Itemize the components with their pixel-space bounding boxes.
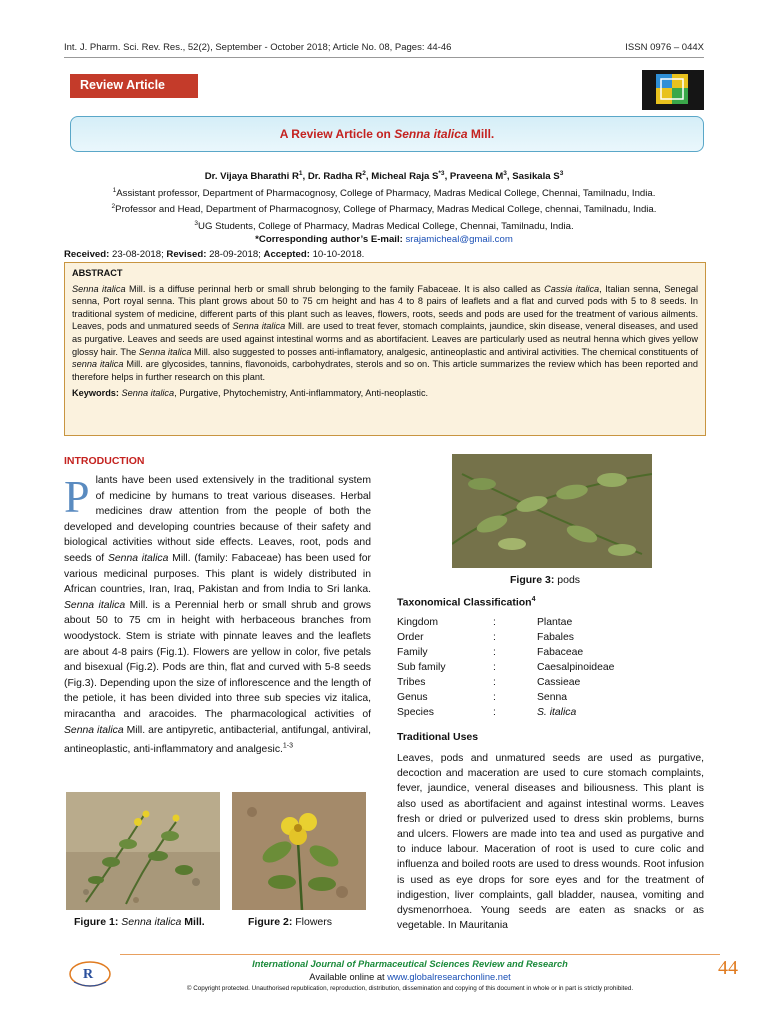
abstract-text bbox=[72, 283, 698, 384]
page-number: 44 bbox=[718, 957, 738, 979]
separator: : bbox=[493, 617, 496, 628]
keyword-segment: , Purgative, Phytochemistry, Anti-inflammatory, Anti-neoplastic. bbox=[174, 388, 429, 399]
abstract-segment: Mill. also suggested to posses anti-inflamatory, analgesic, antineoplastic and antiviral activities. The chemical constituents of bbox=[191, 346, 699, 357]
taxonomy-row bbox=[397, 677, 704, 692]
author-block bbox=[64, 167, 704, 247]
taxonomy-row bbox=[397, 662, 704, 677]
taxon-rank: Sub family bbox=[397, 662, 446, 673]
keywords: Keywords: Senna italica, Purgative, Phytochemistry, Anti-inflammatory, Anti-neoplastic. bbox=[72, 388, 429, 399]
intro-segment: Mill. (family: Fabaceae) has been used for various medicinal purposes. This plant is widely distributed in African countries, Iran, Iraq, Pakistan and from India to Sri lanka. bbox=[64, 552, 372, 596]
taxonomy-row bbox=[397, 692, 704, 707]
intro-segment: Mill. are antipyretic, antibacterial, antifungal, antiviral, antineoplastic, anti-inflammatory and analgesic. bbox=[64, 724, 371, 755]
corresponding-author: *Corresponding author’s E-mail: srajamicheal@gmail.com bbox=[255, 234, 513, 246]
journal-logo-icon bbox=[642, 70, 704, 110]
introduction-text bbox=[64, 473, 371, 757]
journal-name: International Journal of Pharmaceutical Sciences Review and Research bbox=[252, 959, 568, 969]
intro-segment: Senna italica bbox=[64, 599, 126, 611]
running-header bbox=[64, 42, 704, 53]
figure-2-caption: Figure 2: Flowers bbox=[248, 916, 333, 928]
affiliations bbox=[64, 184, 704, 234]
abstract-segment: senna italica bbox=[72, 359, 124, 370]
intro-segment: lants have been used extensively in the traditional system of medicine by humans to treat various diseases. Herbal medicines draw attention from the people of both the developed and developing countries because of their safety and biological activities without side effects. Leaves, root, pods and seeds of bbox=[64, 475, 371, 564]
intro-segment: Senna italica bbox=[64, 724, 124, 736]
separator: : bbox=[493, 677, 496, 688]
taxon-value: Cassieae bbox=[537, 677, 581, 688]
separator: : bbox=[493, 647, 496, 658]
affiliation: $^1$Assistant professor, Department of Pharmacognosy, College of Pharmacy, Madras Medical College, Chennai, Tamilnadu, India. bbox=[112, 186, 656, 199]
taxonomy-heading: Taxonomical Classification$^4$ bbox=[397, 596, 536, 609]
taxon-rank: Kingdom bbox=[397, 617, 439, 628]
taxon-rank: Genus bbox=[397, 692, 428, 703]
publisher-logo-icon bbox=[66, 954, 114, 990]
journal-url-link[interactable]: www.globalresearchonline.net bbox=[387, 971, 511, 982]
abstract-segment: Mill. is a diffuse perinnal herb or small shrub belonging to the family Fabaceae. It is also called as bbox=[125, 283, 545, 294]
figure-2-photo bbox=[232, 792, 366, 910]
author-name: Dr. Radha $R^2$ bbox=[307, 170, 366, 183]
abstract-segment: Senna italica bbox=[72, 283, 126, 294]
introduction-heading: INTRODUCTION bbox=[64, 455, 145, 467]
header-divider bbox=[64, 57, 704, 58]
abstract-heading: ABSTRACT bbox=[72, 268, 123, 278]
issn: ISSN 0976 – 044X bbox=[625, 42, 704, 53]
abstract-segment: Mill. are glycosides, tannins, flavonoids, carbohydrates, sterols and so on. This article summarizes the review which has been reported and therefore helps in further research on this plant. bbox=[72, 359, 698, 382]
author-name: Praveena $M^3$ bbox=[449, 170, 507, 183]
separator: : bbox=[493, 632, 496, 643]
author-names: Dr. Vijaya Bharathi $R^1$, Dr. Radha $R^2$, Micheal Raja $S^{*3}$, Praveena $M^3$, Sasikala $S^3$ bbox=[204, 170, 564, 183]
availability: Available online at www.globalresearchonline.net bbox=[309, 971, 511, 982]
taxon-value: Plantae bbox=[537, 617, 573, 628]
affiliation: $^2$Professor and Head, Department of Pharmacognosy, College of Pharmacy, Madras Medical College, chennai, Tamilnadu, India. bbox=[111, 203, 657, 216]
affiliation: $^3$UG Students, College of Pharmacy, Madras Medical College, Chennai, Tamilnadu, India. bbox=[194, 219, 574, 232]
separator: : bbox=[493, 662, 496, 673]
author-name: Dr. Vijaya Bharathi $R^1$ bbox=[204, 170, 303, 183]
taxonomy-row bbox=[397, 617, 704, 632]
separator: : bbox=[493, 707, 496, 718]
taxon-rank: Order bbox=[397, 632, 424, 643]
taxon-rank: Family bbox=[397, 647, 428, 658]
article-type-tag: Review Article bbox=[70, 74, 198, 98]
drop-cap: P bbox=[64, 471, 90, 522]
intro-segment: 1-3 bbox=[282, 742, 294, 750]
author-name: Sasikala $S^3$ bbox=[512, 170, 564, 183]
separator: : bbox=[493, 692, 496, 703]
traditional-uses-heading: Traditional Uses bbox=[397, 731, 479, 743]
keyword-segment: Senna italica bbox=[121, 388, 175, 399]
intro-segment: Senna italica bbox=[107, 552, 169, 564]
taxon-value: Fabaceae bbox=[537, 647, 584, 658]
taxon-rank: Species bbox=[397, 707, 434, 718]
abstract-segment: Cassia italica bbox=[544, 283, 600, 294]
abstract-segment: , Italian senna, Senegal senna, Port royal senna. This plant grows about 50 to 75 cm height and has 4 to 8 pairs of leaflets and a flat and curved pods with 5 to 8 seeds. In traditional system of medicine, different parts of this plant such as leaves, flowers, roots, seeds and pods are used for the treatment of various ailments. Leaves, pods and unmatured seeds of bbox=[72, 283, 699, 332]
taxon-value: Caesalpinoideae bbox=[537, 662, 615, 673]
author-email[interactable]: srajamicheal@gmail.com bbox=[405, 234, 513, 246]
figure-3-photo bbox=[452, 454, 652, 568]
taxon-value: S. italica bbox=[537, 707, 577, 718]
footer-divider bbox=[120, 954, 720, 955]
article-dates: Received: 23-08-2018; Revised: 28-09-2018; Accepted: 10-10-2018. bbox=[64, 249, 365, 260]
taxonomy-row bbox=[397, 647, 704, 662]
svg-text:R: R bbox=[83, 967, 94, 982]
figure-1-caption: Figure 1: Senna italica Mill. bbox=[74, 916, 205, 928]
taxonomy-row bbox=[397, 707, 704, 722]
citation: Int. J. Pharm. Sci. Rev. Res., 52(2), September - October 2018; Article No. 08, Pages: 44-46 bbox=[64, 42, 452, 53]
taxon-value: Senna bbox=[537, 692, 568, 703]
figure-1-photo bbox=[66, 792, 220, 910]
abstract-box bbox=[64, 262, 706, 436]
taxonomy-row bbox=[397, 632, 704, 647]
article-title: A Review Article on Senna italica Mill. bbox=[70, 116, 704, 152]
abstract-segment: Mill. are used to treat fever, stomach complaints, jaundice, skin disease, veneral diseases, and used as purgative. Leaves and seeds are used against intestinal worms and as abortifacient. Leaves are particularly used as neutral henna which gives yellow glossy hair. The bbox=[72, 321, 698, 357]
traditional-uses-text: Leaves, pods and unmatured seeds are used as purgative, decoction and maceration are used to cure stomach complaints, fever, jaundice, veneral diseases and biliousness. This plant is also used as abortifacient and against intestinal worms. Leaves fresh or dried or pulverized used to dress skin problems, burns and ulcers. Flowers are made into tea and used as purgative and to induce labour. Maceration of root is used to cure colic and influenza and boiled roots are used to dress wounds. Root infusion is used as eye drops for sore eyes and for the treatment of indigestion, liver complaints, gall bladder, nausea, vomiting and dysmenorrhoea. Young seeds are eaten as snacks or as vegetable. In Mauritania bbox=[397, 753, 704, 932]
taxon-rank: Tribes bbox=[397, 677, 426, 688]
taxon-value: Fabales bbox=[537, 632, 574, 643]
abstract-segment: Senna italica bbox=[138, 346, 192, 357]
author-name: Micheal Raja $S^{*3}$ bbox=[371, 170, 445, 183]
abstract-segment: Senna italica bbox=[232, 321, 286, 332]
intro-segment: Mill. is a Perennial herb or small shrub and grows about 50 to 75 cm in height with herbaceous branches from woodystock. Stem is striate with pinnate leaves and the leaflets are about 4-8 pairs (Fig.1). Flowers are yellow in color, five petals and bisexual (Fig.2). Pods are thin, flat and curved with 5-8 seeds (Fig.3). Depending upon the size of inflorescence and the length of the petiole, it has been divided into three sub species viz italica, miracantha and aracoides. The pharmacological activities of bbox=[64, 599, 371, 720]
footer bbox=[130, 958, 690, 996]
figure-3-caption: Figure 3: pods bbox=[510, 574, 581, 586]
copyright-notice: © Copyright protected. Unauthorised republication, reproduction, distribution, dissemination and copying of this document in whole or in part is strictly prohibited. bbox=[186, 985, 634, 993]
